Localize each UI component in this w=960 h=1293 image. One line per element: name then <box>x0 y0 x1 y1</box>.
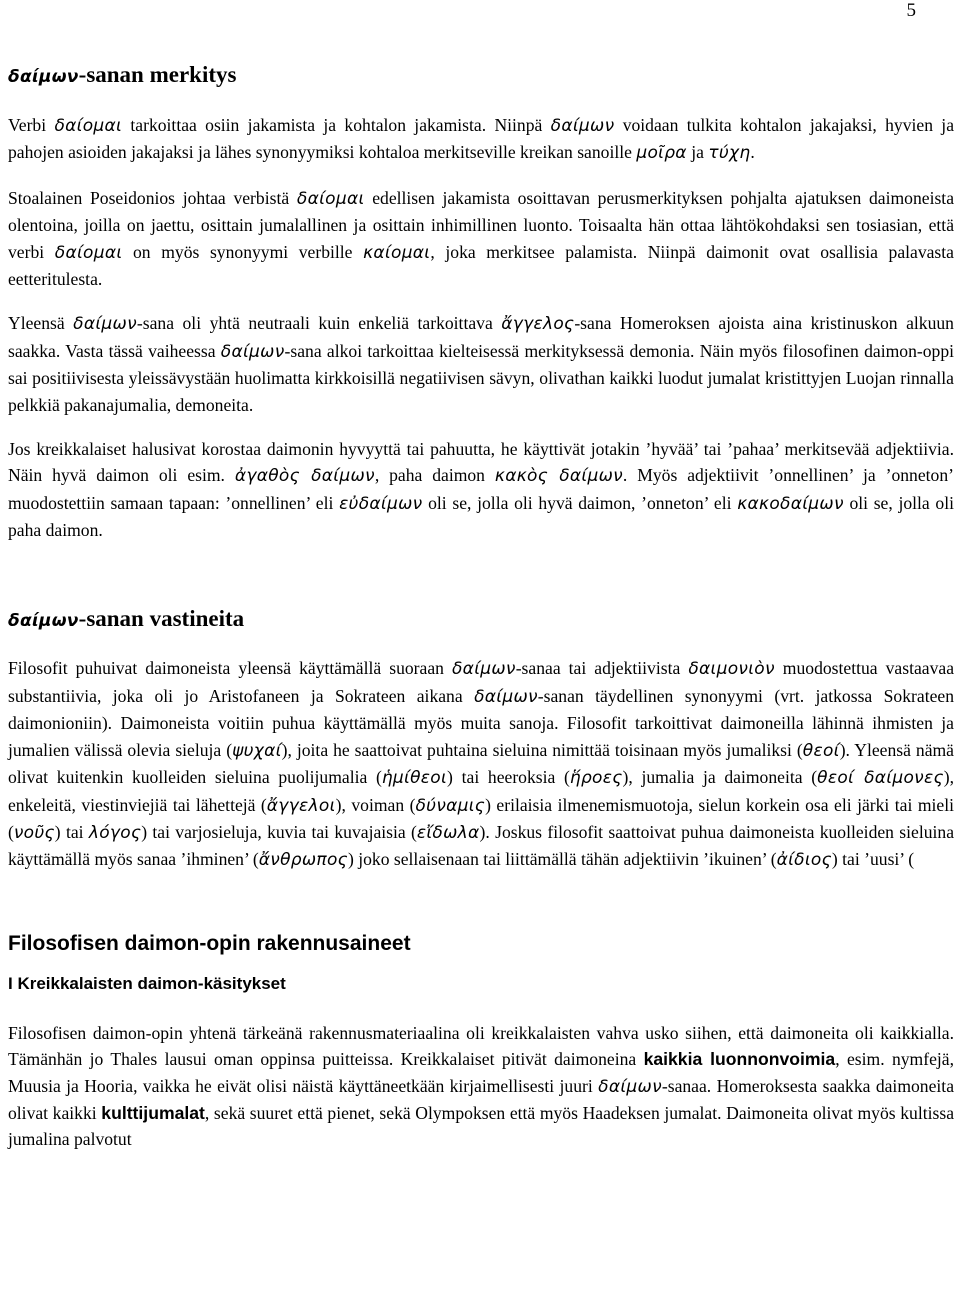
greek-term: μοῖρα <box>636 143 687 164</box>
greek-term: δαίμων <box>220 341 285 362</box>
paragraph-adjectives <box>8 436 954 544</box>
text-run: ). Joskus filosofit saattoivat puhua daimoneista kuolleiden sieluina käyttämällä myös sanaa ’ihminen’ ( <box>8 821 954 870</box>
text-run: ) tai ’uusi’ ( <box>831 849 915 870</box>
text-run: ) erilaisia ilmenemismuotoja, sielun korkein osa eli järki tai mieli ( <box>8 794 955 842</box>
greek-term: εἴδωλα <box>416 822 480 843</box>
text-run: ), joita he saattoivat puhtaina sieluina nimittää toisinaan myös jumaliksi ( <box>281 739 803 760</box>
text-run: . Myös adjektiivit ’onnellinen’ ja ’onneton’ muodostettiin samaan tapaan: ’onnellinen’ eli <box>8 465 954 513</box>
paragraph-verb-meaning <box>8 112 954 167</box>
text-run: -sanaa tai adjektiivista <box>515 658 689 679</box>
greek-term: ἄνθρωπος <box>258 850 348 871</box>
text-run: . <box>750 142 755 163</box>
greek-term: δαίμων <box>8 610 79 631</box>
greek-term: δαιμονιὸν <box>688 659 775 680</box>
text-run: voidaan tulkita kohtalon jakajaksi, hyvien ja pahojen asioiden jakajaksi ja lähes synonyymiksi kohtaloa merkitseville kreikan sanoille <box>8 114 955 163</box>
document-body <box>8 60 954 1171</box>
text-run: ), enkeleitä, viestinviejiä tai lähettejä ( <box>8 767 954 815</box>
greek-term: δαίμων <box>451 659 516 680</box>
text-run: ). Yleensä nämä olivat kuitenkin kuolleiden sieluina puolijumalia ( <box>8 739 954 788</box>
emphasized-text: kaikkia luonnonvoimia <box>643 1049 836 1070</box>
section-title-text: -sanan merkitys <box>78 62 237 87</box>
text-run: ) tai heeroksia ( <box>447 767 570 788</box>
text-run: Verbi <box>8 114 55 135</box>
paragraph-neutral-meaning <box>8 310 954 418</box>
text-run: Stoalainen Poseidonios johtaa verbistä <box>8 187 297 208</box>
greek-term: ἥροες <box>569 768 623 789</box>
page-number: 5 <box>906 0 916 21</box>
emphasized-text: kulttijumalat <box>101 1102 205 1123</box>
greek-term: ἄγγελοι <box>266 795 336 816</box>
greek-term: καίομαι <box>363 242 431 263</box>
text-run: -sanan täydellinen synonyymi (vrt. jatkossa Sokrateen daimonioniin). Daimoneista voitiin puhua käyttämällä myös muita sanoja. Filosofit tarkoittivat daimoneilla lähinnä ihmisten ja jumalien välissä olevia sieluja ( <box>8 685 954 760</box>
paragraph-greek-beliefs <box>8 1020 954 1153</box>
greek-term: δαίμων <box>598 1076 662 1097</box>
greek-term: δαίμων <box>474 686 538 707</box>
text-run: ) tai <box>54 821 89 842</box>
greek-term: δαίμων <box>8 67 79 87</box>
text-run: , joka merkitsee palamista. Niinpä daimonit ovat osallisia palavasta eetteritulesta. <box>8 241 954 289</box>
paragraph-poseidonios <box>8 185 954 293</box>
subchapter-heading: I Kreikkalaisten daimon-käsitykset <box>8 973 286 993</box>
greek-term: ἡμίθεοι <box>381 768 448 789</box>
text-run: on myös synonyymi verbille <box>122 241 364 262</box>
text-run: edellisen jakamista osoittavan perusmerkityksen pohjalta ajatuksen daimoneista olentoina, joilla on jaettu, osittain jumalallinen ja osittain inhimillinen luonto. Toisaalta hän ottaa lähtökohdaksi sen tosiasian, että verbi <box>8 187 955 262</box>
text-run: Jos kreikkalaiset halusivat korostaa daimonin hyvyyttä tai pahuutta, he käyttivät jotakin ’hyvää’ tai ’pahaa’ merkitsevää adjektiivia. Näin hyvä daimon oli esim. <box>8 438 954 486</box>
greek-term: δαίμων <box>550 115 615 136</box>
text-run: ja <box>686 142 709 163</box>
text-run: , sekä suuret että pienet, sekä Olympoksen että myös Haadeksen jumalat. Daimoneita olivat myös kultissa jumalina palvotut <box>8 1102 954 1150</box>
text-run: -sana alkoi tarkoittaa kielteisessä merkityksessä demonia. Näin myös filosofinen daimon-oppi sai positiivisesta yleissävystään huolimatta kirkkoisillä negatiivisen sävyn, olivathan kaikki luodut jumalat kristittyjen Luojan rinnalla pelkkiä pakanajumalia, demoneita. <box>8 340 955 415</box>
greek-term: κακοδαίμων <box>737 493 844 514</box>
text-run: -sana oli yhtä neutraali kuin enkeliä tarkoittava <box>136 313 502 334</box>
greek-term: δαίομαι <box>54 242 123 263</box>
section-gap <box>8 892 954 932</box>
text-run: -sanaa. Homeroksesta saakka daimoneita olivat kaikki <box>8 1075 954 1123</box>
section-gap <box>8 562 954 604</box>
greek-term: δύναμις <box>415 795 486 816</box>
greek-term: κακὸς δαίμων <box>494 466 623 487</box>
text-run: oli se, jolla oli paha daimon. <box>8 492 954 541</box>
greek-term: λόγος <box>88 822 142 843</box>
greek-term: δαίμων <box>73 314 137 335</box>
text-run: , esim. nymfejä, Muusia ja Hooria, vaikka he eivät olisi näistä käyttäneetkään kirjaimellisesti juuri <box>8 1049 954 1096</box>
text-run: -sana Homeroksen ajoista aina kristinuskon alkuun saakka. Vasta tässä vaiheessa <box>8 313 954 361</box>
greek-term: ἀίδιος <box>776 850 832 871</box>
section-title-text: -sanan vastineita <box>78 605 245 631</box>
section-title-meaning <box>8 60 954 90</box>
greek-term: θεοί δαίμονες <box>817 768 944 789</box>
section-title-equivalents <box>8 604 954 634</box>
text-run: Yleensä <box>8 313 74 334</box>
text-run: , paha daimon <box>374 465 495 486</box>
greek-term: δαίομαι <box>296 188 365 209</box>
text-run: Filosofisen daimon-opin yhtenä tärkeänä rakennusmateriaalina oli kreikkalaisten vahva usko siihen, että daimoneita oli kaikkialla. Tämänhän jo Thales lausui oman oppinsa puitteissa. Kreikkalaiset pitivät daimoneina <box>8 1022 954 1070</box>
greek-term: τύχη <box>708 143 751 164</box>
text-run: ), voiman ( <box>335 794 416 815</box>
greek-term: θεοί <box>802 740 840 761</box>
greek-term: δαίομαι <box>54 115 123 136</box>
chapter-heading: Filosofisen daimon-opin rakennusaineet <box>8 931 411 955</box>
greek-term: ἀγαθὸς δαίμων <box>234 466 375 487</box>
greek-term: νοῦς <box>13 822 55 843</box>
text-run: oli se, jolla oli hyvä daimon, ’onneton’ eli <box>422 492 738 513</box>
text-run: Filosofit puhuivat daimoneista yleensä käyttämällä suoraan <box>8 658 452 679</box>
greek-term: εὐδαίμων <box>339 493 423 514</box>
paragraph-equivalents <box>8 655 954 873</box>
text-run: ) joko sellaisenaan tai liittämällä tähän adjektiivin ’ikuinen’ ( <box>347 849 777 870</box>
text-run: ) tai varjosieluja, kuvia tai kuvajaisia ( <box>141 821 417 842</box>
greek-term: ἄγγελος <box>501 314 575 335</box>
greek-term: ψυχαί <box>232 740 282 761</box>
text-run: ), jumalia ja daimoneita ( <box>622 767 818 788</box>
text-run: muodostettua vastaavaa substantiivia, joka oli jo Aristofaneen ja Sokrateen aikana <box>8 658 954 706</box>
text-run: tarkoittaa osiin jakamista ja kohtalon jakamista. Niinpä <box>122 114 551 135</box>
